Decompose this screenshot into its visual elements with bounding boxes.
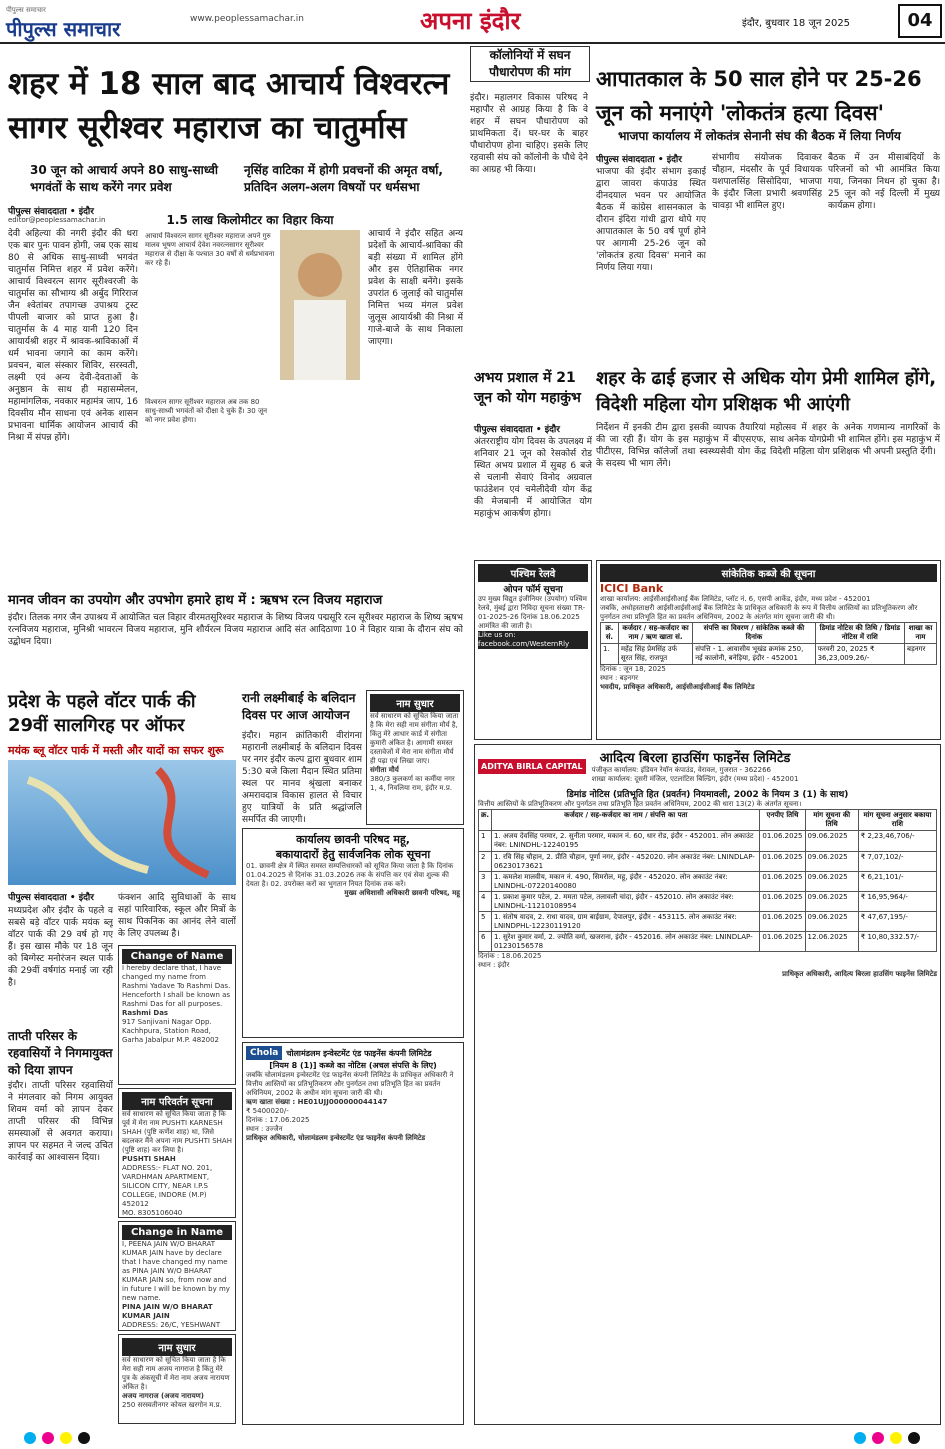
change-name-2-name: PINA JAIN W/O BHARAT KUMAR JAIN xyxy=(122,1303,213,1320)
change-name-2-address: ADDRESS: 26/C, YESHWANT xyxy=(122,1321,221,1329)
aditya-header xyxy=(478,748,937,784)
lead-inner-head: 1.5 लाख किलोमीटर का विहार किया xyxy=(166,213,334,227)
cantonment-body: 01. छावनी क्षेत्र में स्थित समस्त सम्पत्तिधारकों को सूचित किया जाता है कि दिनांक 01.04.2025 से दिनांक 31.03.2026 तक के संपत्ति कर एवं सेवा शुल्क की देयता है। 02. उपरोक्त करों का भुगतान नियत दिनांक तक करें। xyxy=(246,862,454,888)
table-cell: 1. प्रकाश कुमार पटेल, 2. ममता पटेल, तलावली चांदा, इंदौर - 452010. लोन अकाउंट नंबर: LNINDHL-11210108954 xyxy=(492,892,760,912)
lead-body: देवी अहिल्या की नगरी इंदौर की धरा एक बार पुनः पावन होगी, जब एक साथ 80 से अधिक साधु-साध्वी भगवंत चातुर्मास निमित्त शहर में प्रवेश करेंगे। आचार्य विश्वरत्न सागर सूरीश्वरजी के चातुर्मास का सौभाग्य श्री अर्बुद गिरिराज जैन श्वेतांबर तपागच्छ उपाश्रय ट्रस्ट पीपली बाजार को प्राप्त हुआ है। चातुर्मास के 4 माह यानी 120 दिन आयार्यश्री शहर में श्रावक-श्राविकाओं में धर्म भावना जगाने का काम करेंगे। प्रवचन, बाल संस्कार शिविर, सरस्वती, लक्ष्मी एवं अन्य देवी-देवताओं के अनुष्ठान के साथ ही महासम्मेलन, महामांगलिक, नवकार महामंत्र जाप, 16 दिवसीय मौन साधना एवं अनेक शासन प्रभावना धार्मिक आयोजन आचार्य की निश्रा में संपन्न होंगे। xyxy=(8,229,138,443)
table-cell: 6 xyxy=(479,932,492,952)
railway-body: उप मुख्य विद्युत इंजीनियर (उपयोग) पश्चिम रेलवे, मुंबई द्वारा निविदा सूचना संख्या TR-01-2025-26 दिनांक 18.06.2025 आमंत्रित की जाती है। xyxy=(478,595,587,630)
table-cell: 09.06.2025 xyxy=(805,912,858,932)
aditya-column-header: मांग सूचना की तिथि xyxy=(805,810,858,831)
cantonment-notice xyxy=(242,828,464,1038)
table-row xyxy=(479,831,937,852)
aditya-branch: शाखा कार्यालय: दूसरी मंजिल, एटलांटिस बिल्डिंग, इंदौर (मध्य प्रदेश) - 452001 xyxy=(591,775,799,783)
yoga-body: अंतरराष्ट्रीय योग दिवस के उपलक्ष्य में शनिवार 21 जून को रेसकोर्स रोड स्थित अभय प्रशाल में सुबह 6 बजे से चलानी सेवाएं विनोद अग्रवाल फाउंडेशन एवं चमेलीदेवी योग केंद्र की मेजबानी में आयोजित योग महाकुंभ आकर्षण होगा। xyxy=(474,437,592,519)
naam-parivartan-address: ADDRESS:- FLAT NO. 201, VARDHMAN APARTMENT, SILICON CITY, NEAR I.P.S COLLEGE, INDORE (M.P) 452012 xyxy=(122,1164,213,1208)
chola-notice-title: [नियम 8 (1)] कब्जे का नोटिस (अचल संपत्ति के लिए) xyxy=(269,1061,437,1070)
table-cell: 3 xyxy=(479,872,492,892)
naam-parivartan-mobile: MO. 8305106040 xyxy=(122,1209,183,1217)
registration-marks xyxy=(0,1430,945,1445)
second-headline: मानव जीवन का उपयोग और उपभोग हमारे हाथ में : ऋषभ रत्न विजय महाराज xyxy=(8,593,383,608)
aditya-intro: वित्तीय आस्तियों के प्रतिभूतिकरण और पुनर्गठन तथा प्रतिभूति हित प्रवर्तन अधिनियम, 2002 की धारा 13(2) के अंतर्गत सूचना। xyxy=(478,800,802,808)
table-row xyxy=(479,912,937,932)
second-body: इंदौर। तिलक नगर जैन उपाश्रय में आयोजित चल विहार वीरमतसूरिश्वर महाराज के शिष्य विजय पद्मसूरि रत्न सूरीश्वर महाराज के शिष्य ऋषभ रत्नविजय महाराज, मुनिश्री भावरत्न विजय महाराज, मुनि शौर्यरत्न विजय महाराज आदि संत आदिठाणा 10 ने विहार यात्रा के दौरान संघ को उद्बोधन दिया। xyxy=(8,613,463,647)
yoga-col3-body: महोत्सव में शहर के अनेक गणमान्य नागरिकों के साथ अनेक योगप्रेमी भी शामिल होंगे। इस महाकुंभ में विदेशी महिला योग प्रशिक्षक भी अपनी प्रस्तुति देंगी। xyxy=(770,423,940,457)
table-cell: 01.06.2025 xyxy=(760,932,805,952)
cantonment-title: कार्यालय छावनी परिषद महू, xyxy=(296,833,410,846)
naam-sudhar-1-name: संगीता मौर्य xyxy=(370,766,399,774)
aditya-date: दिनांक : 18.06.2025 xyxy=(478,952,542,960)
colonies-body: इंदौर। महालगर विकास परिषद ने महापौर से आग्रह किया है कि वे शहर में सघन पौधारोपण को प्राथमिकता दें। घर-घर के बाहर पौधारोपण होना चाहिए। इसके लिए रहवासी संघ को कॉलोनी के पौधे देने का आग्रह भी किया। xyxy=(470,93,588,175)
table-cell: 1. अजय देवसिंह परमार, 2. सुनीता परमार, मकान नं. 60, धार रोड, इंदौर - 452001. लोन अकाउंट नंबर: LNINDHL-12240195 xyxy=(492,831,760,852)
cantonment-subtitle: बकायादारों हेतु सार्वजनिक लोक सूचना xyxy=(275,848,431,861)
change-name-notice-2 xyxy=(118,1221,236,1331)
icici-column-header: कर्जदार / सह-कर्जदार का नाम / ऋण खाता सं. xyxy=(618,623,692,644)
waterpark-byline: पीपुल्स संवाददाता • इंदौर xyxy=(8,893,94,903)
taapti-body: इंदौर। ताप्ती परिसर रहवासियों ने मंगलवार को निगम आयुक्त शिवम वर्मा को ज्ञापन देकर ताप्ती परिसर की विभिन्न समस्याओं से अवगत कराया। ज्ञापन पर सहमत ने जल्द उचित कार्रवाई का आश्वासन दिया। xyxy=(8,1081,113,1163)
lead-email: editor@peoplessamachar.in xyxy=(8,216,106,224)
table-cell: महेंद्र सिंह प्रेमसिंह उर्फ सूरत सिंह, राजपूत xyxy=(618,644,692,665)
chola-logo: Chola xyxy=(246,1046,282,1060)
table-row xyxy=(479,852,937,872)
table-cell: बड़नगर xyxy=(904,644,936,665)
paper-tagline: पीपुल्स समाचार xyxy=(6,6,46,14)
naam-sudhar-2-title: नाम सुधार xyxy=(122,1338,232,1356)
aditya-birla-notice xyxy=(474,744,941,1425)
table-cell: 01.06.2025 xyxy=(760,872,805,892)
lead-subhead-left: 30 जून को आचार्य अपने 80 साधु-साध्वी भगवंतों के साथ करेंगे नगर प्रवेश xyxy=(30,163,219,194)
chola-body: जबकि चोलामंडलम इन्वेस्टमेंट एंड फाइनेंस कंपनी लिमिटेड के प्राधिकृत अधिकारी ने वित्तीय आस्तियों का प्रतिभूतिकरण और पुनर्गठन तथा प्रतिभूति हित का प्रवर्तन अधिनियम, 2002 के अधीन मांग सूचना जारी की थी। xyxy=(246,1071,454,1097)
lead-col3-body: आचार्य ने इंदौर सहित अन्य प्रदेशों के आचार्य-श्राविका की बड़ी संख्या में शामिल होंगे और इस ऐतिहासिक नगर प्रवेश के साक्षी बनेंगे। इसके उपरांत 6 जुलाई को चातुर्मास निमित्त भव्य मंगल प्रवेश जुलूस आयार्यश्री की निश्रा में गाजे-बाजे के साथ निकाला जाएगा। xyxy=(368,229,463,347)
railway-notice xyxy=(474,560,592,740)
lead-headline: शहर में 18 साल बाद आचार्य विश्वरत्न सागर सूरीश्वर महाराज का चातुर्मास xyxy=(8,66,450,146)
table-cell: 09.06.2025 xyxy=(805,852,858,872)
emergency-byline: पीपुल्स संवाददाता • इंदौर xyxy=(596,155,682,165)
change-name-1-title: Change of Name xyxy=(122,949,232,964)
aditya-notice-title: डिमांड नोटिस (प्रतिभूति हित (प्रवर्तन) नियमावली, 2002 के नियम 3 (1) के साथ) xyxy=(566,790,849,800)
table-cell: 2 xyxy=(479,852,492,872)
waterpark-col2-body: फंक्शन आदि सुविधाओं के साथ सहां पारिवारिक, स्कूल और मित्रों के साथ पिकनिक का आनंद लेने वालों के लिए उपलब्ध है। xyxy=(118,893,236,939)
naam-sudhar-notice-1 xyxy=(366,690,464,825)
change-name-1-address: 917 Sanjivani Nagar Opp. Kachhpura, Station Road, Garha Jabalpur M.P. 482002 xyxy=(122,1018,220,1044)
yoga-byline: पीपुल्स संवाददाता • इंदौर xyxy=(474,425,560,435)
icici-date: दिनांक : जून 18, 2025 xyxy=(600,665,666,673)
aditya-place: स्थान : इंदौर xyxy=(478,961,510,969)
icici-table-body xyxy=(601,644,937,665)
change-name-1-body: I hereby declare that, I have changed my name from Rashmi Yadave To Rashmi Das. Henceforth I shall be known as Rashmi Das for all purposes. xyxy=(122,964,231,1008)
paper-name: पीपुल्स समाचार xyxy=(6,17,121,41)
rani-headline: रानी लक्ष्मीबाई के बलिदान दिवस पर आज आयोजन xyxy=(242,691,356,722)
page-number: 04 xyxy=(898,4,942,38)
chola-place: स्थान : उज्जैन xyxy=(246,1125,283,1133)
cantonment-signature: मुख्य अधिशासी अधिकारी छावनी परिषद, महू xyxy=(344,889,460,897)
waterpark-body: मध्यप्रदेश और इंदौर के पहले व सबसे बड़े वॉटर पार्क मयंक ब्लू वॉटर पार्क की 29 वर्ष हो गए हैं। इस खास मौके पर 18 जून को बिग्गेस्ट मनोरंजन स्थल पार्क की 29वीं वर्षगांठ मनाई जा रही है। xyxy=(8,906,113,988)
chola-notice xyxy=(242,1042,464,1425)
icici-column-header: संपत्ति का विवरण / सांकेतिक कब्जे की दिनांक xyxy=(693,623,815,644)
aditya-table-body xyxy=(479,831,937,952)
emergency-subhead: भाजपा कार्यालय में लोकतंत्र सेनानी संघ की बैठक में लिया निर्णय xyxy=(618,129,901,143)
table-row xyxy=(479,892,937,912)
table-cell: 5 xyxy=(479,912,492,932)
aditya-address: पंजीकृत कार्यालय: इंडियन रेयॉन कंपाउंड, वेरावल, गुजरात - 362266 xyxy=(591,766,771,774)
naam-sudhar-1-body: सर्व साधारण को सूचित किया जाता है कि मेरा सही नाम संगीता मौर्य है, किंतु मेरे आधार कार्ड में संगीता कुमारी अंकित है। आगामी समस्त दस्तावेजों में मेरा नाम संगीता मौर्य ही पढ़ा एवं लिखा जाए। xyxy=(370,712,459,765)
change-name-2-title: Change in Name xyxy=(122,1225,232,1240)
aditya-logo: ADITYA BIRLA CAPITAL xyxy=(478,759,586,774)
table-cell: 09.06.2025 xyxy=(805,872,858,892)
lead-photo-caption: आचार्य विश्वरत्न सागर सूरीश्वर महाराज अपने गुरु मालव भूषण आचार्य देवेश नवरत्नसागर सूरीश्वर महाराज से दीक्षा के पश्चात 30 वर्षों से धर्मप्रभावना कर रहे हैं। xyxy=(145,232,275,267)
masthead xyxy=(0,0,945,44)
table-cell: 09.06.2025 xyxy=(805,892,858,912)
lead-byline: पीपुल्स संवाददाता • इंदौर xyxy=(8,207,94,217)
table-cell: 1. सुरेश कुमार वर्मा, 2. ज्योति वर्मा, खजराना, इंदौर - 452016. लोन अकाउंट नंबर: LNINDLAP-01230156578 xyxy=(492,932,760,952)
table-cell: ₹ 6,21,101/- xyxy=(858,872,936,892)
change-name-1-name: Rashmi Das xyxy=(122,1009,169,1017)
yoga-col2-body: निर्देशन में इनकी टीम द्वारा इसकी व्यापक तैयारियां की जा रही हैं। योग के इस महाकुंभ में बीएसएफ, पीटीएस, विभिन्न कॉलेजों तथा स्वस्थ्यसेवी योग केंद्र के सदस्य भी भाग लेंगे। xyxy=(596,423,766,469)
naam-sudhar-2-name: अजय नागराज (अजय नारायण) xyxy=(122,1392,204,1400)
table-cell: ₹ 2,23,46,706/- xyxy=(858,831,936,852)
table-cell: 09.06.2025 xyxy=(805,831,858,852)
waterslide-art xyxy=(8,760,236,885)
table-cell: 01.06.2025 xyxy=(760,892,805,912)
acharya-photo-art xyxy=(280,230,360,380)
table-cell: 1. xyxy=(601,644,619,665)
aditya-signer: प्राधिकृत अधिकारी, आदित्य बिरला हाउसिंग फाइनेंस लिमिटेड xyxy=(782,970,937,978)
naam-sudhar-2-address: 250 सरस्वतीनगर कोयल खरगोन म.प्र. xyxy=(122,1401,222,1409)
railway-title: पश्चिम रेलवे xyxy=(478,564,588,582)
naam-parivartan-body: सर्व साधारण को सूचित किया जाता है कि पूर्व में मेरा नाम PUSHTI KARNESH SHAH (पुष्टि कर्णेश शाह) था, जिसे बदलकर मैंने अपना नाम PUSHTI SHAH (पुष्टि शाह) कर लिया है। xyxy=(122,1110,232,1154)
icici-table-header xyxy=(601,623,937,644)
table-cell: ₹ 16,95,964/- xyxy=(858,892,936,912)
icici-table xyxy=(600,622,937,665)
yoga-side-head: अभय प्रशाल में 21 जून को योग महाकुंभ xyxy=(474,370,581,406)
change-name-notice-1 xyxy=(118,945,236,1085)
acharya-photo xyxy=(280,230,360,380)
emergency-headline: आपातकाल के 50 साल होने पर 25-26 जून को मनाएंगे 'लोकतंत्र हत्या दिवस' xyxy=(596,67,922,125)
emergency-col3-body: बैठक में उन मीसाबंदियों के परिजनों को भी आमंत्रित किया गया, जिनका निधन हो चुका है। 25 जून को नई दिल्ली में मुख्य कार्यक्रम होगा। xyxy=(828,153,940,211)
lead-subhead-right: नृसिंह वाटिका में होगी प्रवचनों की अमृत वर्षा, प्रतिदिन अलग-अलग विषयों पर धर्मसभा xyxy=(244,163,443,194)
table-cell: 12.06.2025 xyxy=(805,932,858,952)
paper-logo xyxy=(6,6,120,42)
chola-demand-amount: ₹ 5400020/- xyxy=(246,1107,289,1115)
naam-parivartan-title: नाम परिवर्तन सूचना xyxy=(122,1092,232,1110)
aditya-column-header: एनपीए तिथि xyxy=(760,810,805,831)
table-cell: 01.06.2025 xyxy=(760,852,805,872)
change-name-2-body: I, PEENA JAIN W/O BHARAT KUMAR JAIN have by declare that I have changed my name as PINA JAIN W/O BHARAT KUMAR JAIN so, from now and in future I will be known by my new name. xyxy=(122,1240,230,1302)
dateline: इंदौर, बुधवार 18 जून 2025 xyxy=(742,18,851,29)
icici-column-header: क्र. सं. xyxy=(601,623,619,644)
waterpark-subhead: मयंक ब्लू वॉटर पार्क में मस्ती और यादों का सफर शुरू xyxy=(8,744,224,757)
table-row xyxy=(479,872,937,892)
naam-sudhar-2-body: सर्व साधारण को सूचित किया जाता है कि मेरा सही नाम अजय नागराज है किंतु मेरे पुत्र के अंकसूची में मेरा नाम अजय नारायण अंकित है। xyxy=(122,1356,230,1391)
waterpark-photo xyxy=(8,760,236,885)
chola-company: चोलामंडलम इन्वेस्टमेंट एंड फाइनेंस कंपनी लिमिटेड xyxy=(286,1048,432,1058)
table-cell: 1 xyxy=(479,831,492,852)
naam-parivartan-name: PUSHTI SHAH xyxy=(122,1155,176,1163)
chola-date: दिनांक : 17.06.2025 xyxy=(246,1116,310,1124)
table-cell: 1. कमलेश मालवीय, मकान नं. 490, सिमरोल, महू, इंदौर - 452020. लोन अकाउंट नंबर: LNINDHL-07220140080 xyxy=(492,872,760,892)
colonies-headline: कॉलोनियों में सघन पौधारोपण की मांग xyxy=(470,46,590,82)
chola-signer: प्राधिकृत अधिकारी, चोलामंडलम इन्वेस्टमेंट एंड फाइनेंस कंपनी लिमिटेड xyxy=(246,1134,426,1142)
table-cell: ₹ 47,67,195/- xyxy=(858,912,936,932)
aditya-table xyxy=(478,809,937,952)
aditya-table-header xyxy=(479,810,937,831)
aditya-company: आदित्य बिरला हाउसिंग फाइनेंस लिमिटेड xyxy=(599,751,791,766)
table-cell: ₹ 7,07,102/- xyxy=(858,852,936,872)
waterpark-headline: प्रदेश के पहले वॉटर पार्क की 29वीं सालगिरह पर ऑफर xyxy=(8,691,196,736)
table-row xyxy=(601,644,937,665)
table-cell: ₹ 10,80,332.57/- xyxy=(858,932,936,952)
taapti-headline: ताप्ती परिसर के रहवासियों ने निगमायुक्त को दिया ज्ञापन xyxy=(8,1029,113,1077)
railway-subtitle: ओपन फॉर्म सूचना xyxy=(503,585,563,595)
chola-loan-no: ऋण खाता संख्या : HE01UJJ000000044147 xyxy=(246,1098,388,1106)
table-cell: संपत्ति - 1. आवासीय भूखंड क्रमांक 250, नई कालोनी, बनेड़िया, इंदौर - 452001 xyxy=(693,644,815,665)
color-registration-strip xyxy=(0,1430,945,1445)
table-cell: 1. रवि सिंह चौहान, 2. प्रीति चौहान, पूर्णा नगर, इंदौर - 452020. लोन अकाउंट नंबर: LNINDLAP-06230173621 xyxy=(492,852,760,872)
table-cell: 4 xyxy=(479,892,492,912)
icici-address: शाखा कार्यालय: आईसीआईसीआई बैंक लिमिटेड, प्लॉट नं. 6, एसपी आर्केड, इंदौर, मध्य प्रदेश - 452001 xyxy=(600,595,871,603)
emergency-body: भाजपा की इंदौर संभाग इकाई द्वारा जावरा कंपाउंड स्थित दीनदयाल भवन पर आयोजित बैठक में कांग्रेस शासनकाल के दौरान इंदिरा गांधी द्वारा थोपे गए आपातकाल के 50 वर्ष पूर्ण होने पर आगामी 25-26 जून को 'लोकतंत्र हत्या दिवस' मनाने का निर्णय लिया गया। xyxy=(596,167,706,273)
yoga-headline: शहर के ढाई हजार से अधिक योग प्रेमी शामिल होंगे, विदेशी महिला योग प्रशिक्षक भी आएंगी xyxy=(596,368,937,415)
icici-signer: भवदीय, प्राधिकृत अधिकारी, आईसीआईसीआई बैंक लिमिटेड xyxy=(600,683,755,691)
naam-sudhar-notice-2 xyxy=(118,1334,236,1424)
aditya-column-header: कर्जदार / सह-कर्जदार का नाम / संपत्ति का पता xyxy=(492,810,760,831)
icici-logo: ICICI Bank xyxy=(600,582,664,595)
icici-body: जबकि, अधोहस्ताक्षरी आईसीआईसीआई बैंक लिमिटेड के प्राधिकृत अधिकारी के रूप में वित्तीय आस्तियों का प्रतिभूतिकरण और पुनर्गठन तथा प्रतिभूति हित का प्रवर्तन अधिनियम, 2002 के अंतर्गत मांग सूचना जारी की थी। xyxy=(600,604,918,621)
table-cell: 1. संतोष यादव, 2. राधा यादव, ग्राम बाईग्राम, देपालपुर, इंदौर - 453115. लोन अकाउंट नंबर: LNINDPHL-12230119120 xyxy=(492,912,760,932)
table-cell: फरवरी 20, 2025 ₹ 36,23,009.26/- xyxy=(815,644,904,665)
naam-sudhar-1-address: 380/3 कुलकर्ण का कर्मीया नगर 1, 4, निवलिया राम, इंदौर म.प्र. xyxy=(370,775,455,792)
naam-parivartan-notice xyxy=(118,1088,236,1218)
naam-sudhar-1-title: नाम सुधार xyxy=(370,694,460,712)
icici-place: स्थान : बड़नगर xyxy=(600,674,638,682)
icici-notice xyxy=(596,560,941,740)
aditya-column-header: मांग सूचना अनुसार बकाया राशि xyxy=(858,810,936,831)
section-title: अपना इंदौर xyxy=(420,7,521,35)
rani-body: इंदौर। महान क्रांतिकारी वीरांगना महारानी लक्ष्मीबाई के बलिदान दिवस पर नगर इंदौर कल्प द्वारा बुधवार शाम 5:30 बजे किला मैदान स्थित प्रतिमा स्थल पर मानव श्रृंखला बनाकर अमरावदात्र विकास हालत से विचार हुए यात्रियों के प्रति श्रद्धांजलि समर्पित की जाएगी। xyxy=(242,731,362,825)
table-cell: 01.06.2025 xyxy=(760,912,805,932)
aditya-column-header: क्र. xyxy=(479,810,492,831)
table-cell: 01.06.2025 xyxy=(760,831,805,852)
icici-title: सांकेतिक कब्जे की सूचना xyxy=(600,564,937,582)
table-row xyxy=(479,932,937,952)
icici-column-header: शाखा का नाम xyxy=(904,623,936,644)
emergency-col2-body: संभागीय संयोजक दिवाकर चौहान, मंदसौर के पूर्व विधायक यशपालसिंह सिसोदिया, भाजपा के इंदौर जिला प्रभारी श्रवणसिंह चावड़ा भी शामिल हुए। xyxy=(712,153,822,211)
railway-footer[interactable]: Like us on: facebook.com/WesternRly xyxy=(478,631,588,649)
icici-column-header: डिमांड नोटिस की तिथि / डिमांड नोटिस में राशि xyxy=(815,623,904,644)
website-link[interactable]: www.peoplessamachar.in xyxy=(190,14,304,24)
lead-col2-body: विश्वरत्न सागर सूरीश्वर महाराज अब तक 80 साधु-साध्वी भगवंतों को दीक्षा दे चुके हैं। 30 जून को नगर प्रवेश होगा। xyxy=(145,398,268,424)
chola-header xyxy=(246,1046,460,1060)
